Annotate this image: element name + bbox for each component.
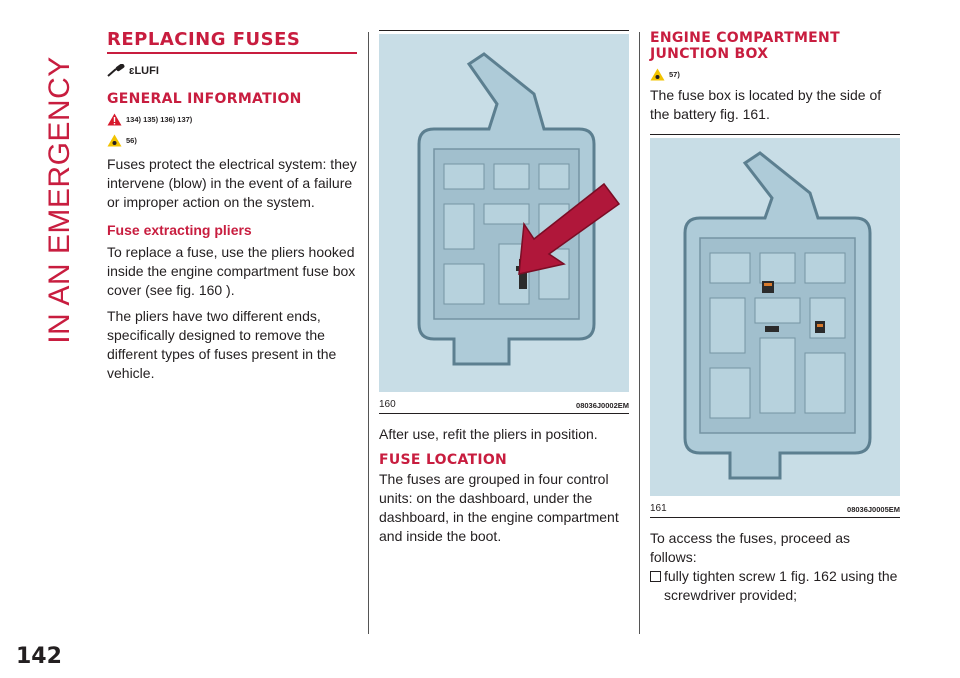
figure-160-caption	[379, 394, 629, 414]
tool-icon-group	[107, 64, 159, 78]
list-item	[650, 567, 900, 605]
engine-compartment-heading-line-2: JUNCTION BOX	[650, 46, 769, 62]
pliers-paragraph-2: The pliers have two different ends, specifically designed to remove the different types of fuses present in the vehicle.	[107, 308, 337, 381]
fuses-intro-paragraph: Fuses protect the electrical system: they intervene (blow) in the event of a failure or improper action on the system.	[107, 156, 357, 210]
warning-references-text: 134) 135) 136) 137)	[126, 115, 193, 124]
figure-161-top-rule	[650, 134, 900, 135]
column-1	[107, 30, 357, 383]
section-side-label-text: IN AN EMERGENCY	[43, 56, 76, 344]
figure-160-top-rule	[379, 30, 629, 31]
fuse-box-cover-drawing	[379, 34, 629, 392]
engine-fuse-box-drawing	[650, 138, 900, 496]
figure-161-number: 161	[650, 503, 667, 514]
access-fuses-paragraph: To access the fuses, proceed as follows:	[650, 530, 850, 565]
caution-references	[107, 134, 357, 147]
engine-compartment-heading-line-1: ENGINE COMPARTMENT	[650, 30, 840, 46]
fuse-location-paragraph: The fuses are grouped in four control units: on the dashboard, under the dashboard, in the engine compartment and inside the boot.	[379, 471, 619, 544]
figure-161-code: 08036J0005EM	[847, 505, 900, 514]
pliers-paragraph-1: To replace a fuse, use the pliers hooked inside the engine compartment fuse box cover (see fig. 160 ).	[107, 244, 356, 298]
page-number: 142	[16, 644, 62, 669]
section-side-label	[40, 30, 80, 370]
column-divider-2	[639, 32, 640, 634]
caution-references-text: 56)	[126, 136, 137, 145]
column-2	[379, 30, 629, 546]
fuse-pliers-heading: Fuse extracting pliers	[107, 222, 252, 238]
title-rule	[107, 52, 357, 54]
figure-160-number: 160	[379, 399, 396, 410]
figure-160-image	[379, 34, 629, 392]
fuse-location-heading: FUSE LOCATION	[379, 452, 508, 468]
figure-161-image	[650, 138, 900, 496]
general-information-heading: GENERAL INFORMATION	[107, 91, 302, 107]
warning-references	[107, 113, 357, 126]
column-3	[650, 30, 900, 605]
list-item-text: fully tighten screw 1 fig. 162 using the screwdriver provided;	[664, 568, 898, 603]
checkbox-bullet-icon	[650, 571, 661, 582]
caution-references-col3-text: 57)	[669, 70, 680, 79]
caution-references-col3	[650, 68, 900, 81]
refit-pliers-paragraph: After use, refit the pliers in position.	[379, 426, 598, 442]
warning-triangle-icon	[107, 113, 122, 126]
page-title: REPLACING FUSES	[107, 29, 301, 50]
tool-icon-label: ɛLUFI	[129, 65, 159, 77]
screwdriver-icon	[107, 64, 127, 78]
caution-triangle-icon	[107, 134, 122, 147]
fuse-box-location-paragraph: The fuse box is located by the side of the battery fig. 161.	[650, 87, 882, 122]
figure-161-caption	[650, 498, 900, 518]
engine-compartment-heading	[650, 30, 900, 62]
figure-160-code: 08036J0002EM	[576, 401, 629, 410]
caution-triangle-icon	[650, 68, 665, 81]
column-divider-1	[368, 32, 369, 634]
